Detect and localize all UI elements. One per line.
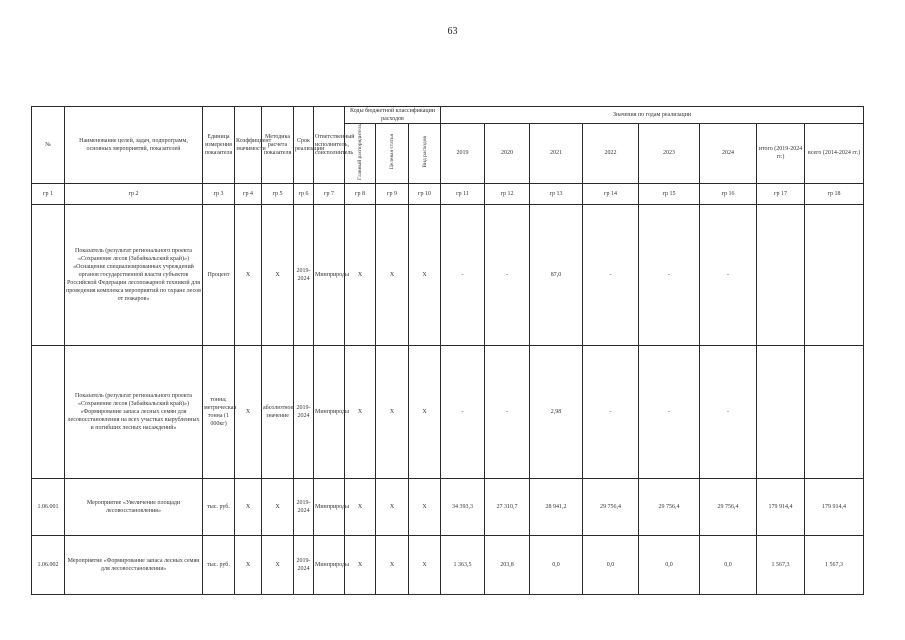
row-code-type: X bbox=[409, 204, 441, 345]
column-number: гр 9 bbox=[376, 183, 409, 204]
row-code-gr: X bbox=[345, 535, 376, 594]
column-numbers-row bbox=[32, 183, 864, 204]
row-code-target: X bbox=[376, 204, 409, 345]
row-name: Показатель (результат регионального проекта «Сохранение лесов (Забайкальский край)») «Формирование запаса лесных семян для лесовосстановления на всех участках вырубленных и погибших лесных насаждений» bbox=[65, 345, 203, 478]
row-value: - bbox=[700, 204, 757, 345]
row-value: 29 756,4 bbox=[583, 478, 639, 535]
row-unit: Процент bbox=[203, 204, 235, 345]
row-num bbox=[32, 204, 65, 345]
header-code-target: Целевая статья bbox=[376, 124, 409, 184]
row-value: 29 756,4 bbox=[639, 478, 700, 535]
row-method: абсолютное значение bbox=[262, 345, 294, 478]
row-value: 87,0 bbox=[530, 204, 583, 345]
row-code-gr: X bbox=[345, 345, 376, 478]
header-code-type: Вид расходов bbox=[409, 124, 441, 184]
row-coef: X bbox=[235, 345, 262, 478]
header-code-gr: Главный распорядитель bbox=[345, 124, 376, 184]
header-year: 2020 bbox=[485, 124, 530, 184]
row-value: - bbox=[485, 345, 530, 478]
header-num: № bbox=[32, 107, 65, 184]
column-number: гр 7 bbox=[314, 183, 345, 204]
header-codes: Коды бюджетной классификации расходов bbox=[345, 107, 441, 124]
header-responsible: Ответственный исполнитель, соисполнитель bbox=[314, 107, 345, 184]
row-method: X bbox=[262, 204, 294, 345]
column-number: гр 17 bbox=[757, 183, 805, 204]
header-grand-total: всего (2014-2024 гг.) bbox=[805, 124, 864, 184]
row-name: Мероприятие «Формирование запаса лесных семян для лесовосстановления» bbox=[65, 535, 203, 594]
row-value bbox=[757, 204, 805, 345]
table-row bbox=[32, 535, 864, 594]
column-number: гр 4 bbox=[235, 183, 262, 204]
row-value: 34 393,3 bbox=[441, 478, 485, 535]
row-term: 2019-2024 bbox=[294, 535, 314, 594]
column-number: гр 15 bbox=[639, 183, 700, 204]
row-responsible: Минприроды bbox=[314, 345, 345, 478]
column-number: гр 8 bbox=[345, 183, 376, 204]
header-year: 2024 bbox=[700, 124, 757, 184]
row-name: Мероприятие «Увеличение площади лесовосстановления» bbox=[65, 478, 203, 535]
row-value: 0,0 bbox=[530, 535, 583, 594]
row-unit: тыс. руб. bbox=[203, 535, 235, 594]
header-coef: Коэффициент значимости bbox=[235, 107, 262, 184]
table-row bbox=[32, 345, 864, 478]
row-value: 29 756,4 bbox=[700, 478, 757, 535]
program-table bbox=[31, 106, 864, 595]
row-value: 179 914,4 bbox=[757, 478, 805, 535]
column-number: гр 10 bbox=[409, 183, 441, 204]
column-number: гр 13 bbox=[530, 183, 583, 204]
row-coef: X bbox=[235, 478, 262, 535]
column-number: гр 18 bbox=[805, 183, 864, 204]
row-value: - bbox=[441, 345, 485, 478]
row-code-target: X bbox=[376, 535, 409, 594]
row-value: 0,0 bbox=[700, 535, 757, 594]
header-year: 2023 bbox=[639, 124, 700, 184]
page-number: 63 bbox=[447, 26, 458, 37]
row-method: X bbox=[262, 535, 294, 594]
row-value bbox=[757, 345, 805, 478]
row-value: 203,8 bbox=[485, 535, 530, 594]
row-value: - bbox=[639, 345, 700, 478]
header-unit: Единица измерения показателя bbox=[203, 107, 235, 184]
row-method: X bbox=[262, 478, 294, 535]
row-value: 179 914,4 bbox=[805, 478, 864, 535]
row-value bbox=[805, 204, 864, 345]
row-value: 0,0 bbox=[639, 535, 700, 594]
row-term: 2019-2024 bbox=[294, 345, 314, 478]
header-year: 2019 bbox=[441, 124, 485, 184]
column-number: гр 11 bbox=[441, 183, 485, 204]
row-value: 28 941,2 bbox=[530, 478, 583, 535]
row-num: 1.06.002 bbox=[32, 535, 65, 594]
row-term: 2019-2024 bbox=[294, 478, 314, 535]
column-number: гр 14 bbox=[583, 183, 639, 204]
row-responsible: Минприроды bbox=[314, 204, 345, 345]
table-header bbox=[32, 107, 864, 184]
row-value: 0,0 bbox=[583, 535, 639, 594]
row-coef: X bbox=[235, 204, 262, 345]
row-name: Показатель (результат регионального проекта «Сохранение лесов (Забайкальский край)») «Оснащение специализированных учреждений органов государственной власти субъектов Российской Федерации лесопожарной техникой для проведения комплекса мероприятий по охране лесов от пожаров» bbox=[65, 204, 203, 345]
header-term: Срок реализации bbox=[294, 107, 314, 184]
row-value: 2,98 bbox=[530, 345, 583, 478]
row-code-target: X bbox=[376, 478, 409, 535]
row-unit: тонна; метрическая тонна (1 000кг) bbox=[203, 345, 235, 478]
row-unit: тыс. руб. bbox=[203, 478, 235, 535]
row-num bbox=[32, 345, 65, 478]
row-code-type: X bbox=[409, 345, 441, 478]
row-code-gr: X bbox=[345, 478, 376, 535]
row-value: - bbox=[583, 204, 639, 345]
row-value: 1 567,3 bbox=[805, 535, 864, 594]
row-num: 1.06.001 bbox=[32, 478, 65, 535]
column-number: гр 16 bbox=[700, 183, 757, 204]
row-code-type: X bbox=[409, 478, 441, 535]
row-value: - bbox=[485, 204, 530, 345]
row-code-type: X bbox=[409, 535, 441, 594]
column-number: гр 3 bbox=[203, 183, 235, 204]
row-value: - bbox=[639, 204, 700, 345]
table-row bbox=[32, 204, 864, 345]
header-method: Методика расчета показателя bbox=[262, 107, 294, 184]
row-term: 2019-2024 bbox=[294, 204, 314, 345]
row-responsible: Минприроды bbox=[314, 478, 345, 535]
column-number: гр 6 bbox=[294, 183, 314, 204]
header-values: Значения по годам реализации bbox=[441, 107, 864, 124]
row-value: 27 310,7 bbox=[485, 478, 530, 535]
row-responsible: Минприроды bbox=[314, 535, 345, 594]
row-code-gr: X bbox=[345, 204, 376, 345]
table-row bbox=[32, 478, 864, 535]
row-value: 1 567,3 bbox=[757, 535, 805, 594]
row-value: 1 363,5 bbox=[441, 535, 485, 594]
column-number: гр 1 bbox=[32, 183, 65, 204]
column-number: гр 2 bbox=[65, 183, 203, 204]
header-year: 2022 bbox=[583, 124, 639, 184]
row-value: - bbox=[700, 345, 757, 478]
row-coef: X bbox=[235, 535, 262, 594]
header-name: Наименование целей, задач, подпрограмм, основных мероприятий, показателей bbox=[65, 107, 203, 184]
column-number: гр 5 bbox=[262, 183, 294, 204]
column-number: гр 12 bbox=[485, 183, 530, 204]
header-total: итого (2019-2024 гг.) bbox=[757, 124, 805, 184]
row-value: - bbox=[441, 204, 485, 345]
row-value: - bbox=[583, 345, 639, 478]
row-code-target: X bbox=[376, 345, 409, 478]
row-value bbox=[805, 345, 864, 478]
header-year: 2021 bbox=[530, 124, 583, 184]
